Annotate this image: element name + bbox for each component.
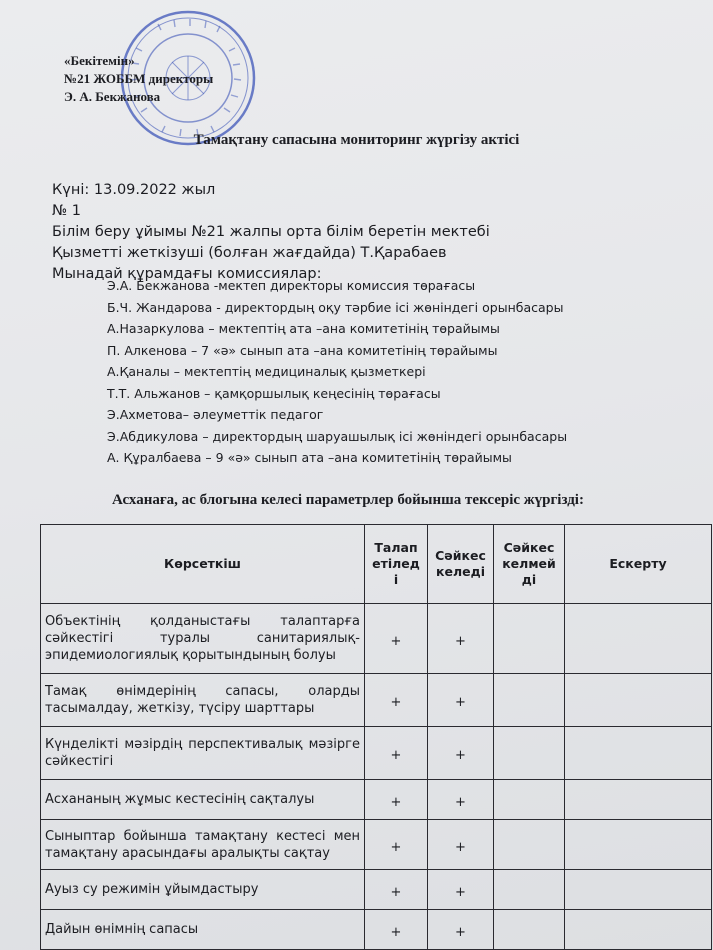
required-cell: +: [365, 910, 428, 950]
organization-line: Білім беру ұйымы №21 жалпы орта білім беретін мектебі: [52, 224, 490, 240]
note-cell: [565, 674, 712, 727]
document-title: Тамақтану сапасына мониторинг жүргізу актісі: [193, 132, 520, 148]
commission-list: [107, 275, 567, 469]
param-cell: Объектінің қолданыстағы талаптарға сәйкестігі туралы санитариялық-эпидемиологиялық қорытындының болуы: [41, 604, 365, 674]
approval-block: [64, 52, 213, 106]
required-cell: +: [365, 674, 428, 727]
table-row: [41, 604, 712, 674]
header-indicator: Көрсеткіш: [41, 525, 365, 604]
commission-intro: Мынадай құрамдағы комиссиялар:: [52, 266, 322, 282]
inspection-table: [40, 524, 712, 950]
commission-member: П. Алкенова – 7 «ә» сынып ата –ана комитетінің төрайымы: [107, 342, 498, 358]
commission-member: А.Назаркулова – мектептің ата –ана комитетінің төрайымы: [107, 321, 500, 336]
commission-member: Э.А. Бекжанова -мектеп директоры комиссия төрағасы: [107, 278, 476, 293]
approval-line-3: Э. А. Бекжанова: [64, 89, 161, 104]
supplier-line: Қызметті жеткізуші (болған жағдайда) Т.Қарабаев: [52, 245, 447, 261]
compliant-cell: +: [428, 674, 494, 727]
commission-member: А. Құралбаева – 9 «ә» сынып ата –ана комитетінің төрайымы: [107, 450, 512, 465]
table-header-row: [41, 525, 712, 604]
noncompliant-cell: [494, 727, 565, 780]
param-cell: Асхананың жұмыс кестесінің сақталуы: [41, 780, 365, 820]
note-cell: [565, 870, 712, 910]
noncompliant-cell: [494, 820, 565, 870]
noncompliant-cell: [494, 870, 565, 910]
note-cell: [565, 727, 712, 780]
required-cell: +: [365, 820, 428, 870]
commission-member: Э.Абдикулова – директордың шаруашылық ісі жөніндегі орынбасары: [107, 428, 568, 444]
param-cell: Тамақ өнімдерінің сапасы, оларды тасымалдау, жеткізу, түсіру шарттары: [41, 674, 365, 727]
meta-block: [52, 180, 490, 285]
table-row: [41, 910, 712, 950]
table-row: [41, 780, 712, 820]
compliant-cell: +: [428, 604, 494, 674]
noncompliant-cell: [494, 604, 565, 674]
compliant-cell: +: [428, 870, 494, 910]
approval-line-2: №21 ЖОББМ директоры: [64, 71, 214, 86]
compliant-cell: +: [428, 780, 494, 820]
section-title: Асханаға, ас блогына келесі параметрлер бойынша тексеріс жүргізді:: [112, 492, 584, 508]
table-row: [41, 674, 712, 727]
noncompliant-cell: [494, 910, 565, 950]
param-cell: Сыныптар бойынша тамақтану кестесі мен тамақтану арасындағы аралықты сақтау: [41, 820, 365, 870]
param-cell: Күнделікті мәзірдің перспективалық мәзірге сәйкестігі: [41, 727, 365, 780]
noncompliant-cell: [494, 674, 565, 727]
required-cell: +: [365, 870, 428, 910]
note-cell: [565, 910, 712, 950]
approval-line-1: «Бекітемін»: [64, 53, 135, 68]
compliant-cell: +: [428, 820, 494, 870]
table-row: [41, 820, 712, 870]
header-required: Талап етілед і: [365, 525, 428, 604]
param-cell: Ауыз су режимін ұйымдастыру: [41, 870, 365, 910]
note-cell: [565, 820, 712, 870]
commission-member: Э.Ахметова– әлеуметтік педагог: [107, 407, 324, 422]
compliant-cell: +: [428, 727, 494, 780]
commission-member: А.Қаналы – мектептің медициналық қызметкері: [107, 364, 426, 379]
number-line: № 1: [52, 203, 81, 219]
compliant-cell: +: [428, 910, 494, 950]
commission-member: Б.Ч. Жандарова - директордың оқу тәрбие ісі жөніндегі орынбасары: [107, 299, 564, 315]
required-cell: +: [365, 780, 428, 820]
note-cell: [565, 780, 712, 820]
param-cell: Дайын өнімнің сапасы: [41, 910, 365, 950]
required-cell: +: [365, 727, 428, 780]
header-noncompliant: Сәйкес келмей ді: [494, 525, 565, 604]
noncompliant-cell: [494, 780, 565, 820]
table-row: [41, 727, 712, 780]
header-compliant: Сәйкес келеді: [428, 525, 494, 604]
note-cell: [565, 604, 712, 674]
header-note: Ескерту: [565, 525, 712, 604]
date-line: Күні: 13.09.2022 жыл: [52, 182, 216, 198]
required-cell: +: [365, 604, 428, 674]
table-row: [41, 870, 712, 910]
commission-member: Т.Т. Альжанов – қамқоршылық кеңесінің төрағасы: [107, 385, 441, 401]
